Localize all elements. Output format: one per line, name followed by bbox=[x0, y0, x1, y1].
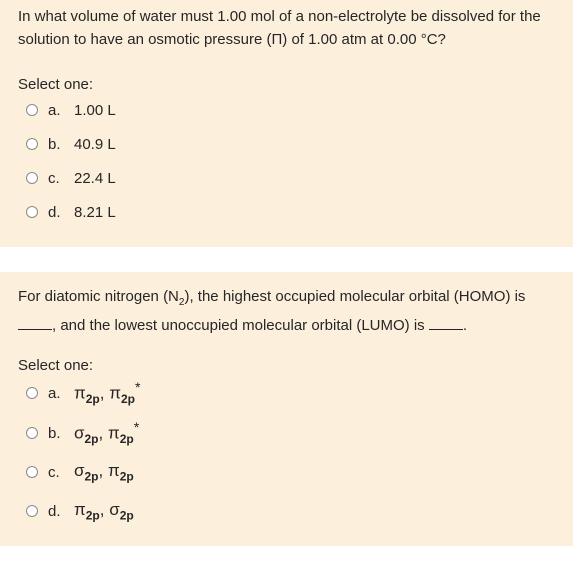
radio-button[interactable] bbox=[26, 104, 38, 116]
question-text: For diatomic nitrogen $(N_2)$, the highest occupied molecular orbital (HOMO) is , and the lowest unoccupied molecular orbital (LUMO) is . bbox=[18, 288, 526, 334]
option-text: 8.21 L bbox=[74, 203, 116, 221]
option-letter: c. bbox=[48, 463, 60, 481]
option-d[interactable] bbox=[26, 500, 134, 522]
question-card-2 bbox=[0, 272, 573, 546]
option-text: 40.9 L bbox=[74, 135, 116, 153]
option-a[interactable] bbox=[26, 99, 116, 121]
option-letter: a. bbox=[48, 384, 61, 402]
radio-button[interactable] bbox=[26, 505, 38, 517]
option-letter: b. bbox=[48, 424, 61, 442]
option-b[interactable] bbox=[26, 133, 116, 155]
radio-button[interactable] bbox=[26, 427, 38, 439]
option-letter: c. bbox=[48, 169, 60, 187]
option-letter: d. bbox=[48, 203, 61, 221]
option-text: $\sigma_{2p}$, $\pi_{2p}$ bbox=[74, 460, 134, 484]
option-letter: a. bbox=[48, 101, 61, 119]
option-d[interactable] bbox=[26, 201, 116, 223]
select-one-label: Select one: bbox=[18, 357, 94, 374]
option-text: $\sigma_{2p}$, $\pi_{2p}^*$ bbox=[74, 419, 140, 447]
radio-button[interactable] bbox=[26, 466, 38, 478]
radio-button[interactable] bbox=[26, 387, 38, 399]
question-card-1 bbox=[0, 0, 573, 247]
option-text: $\pi_{2p}$, $\pi_{2p}^*$ bbox=[74, 379, 141, 407]
option-text: $\pi_{2p}$, $\sigma_{2p}$ bbox=[74, 499, 134, 523]
option-text: 22.4 L bbox=[74, 169, 116, 187]
option-letter: b. bbox=[48, 135, 61, 153]
option-letter: d. bbox=[48, 502, 61, 520]
option-c[interactable] bbox=[26, 167, 116, 189]
select-one-label: Select one: bbox=[18, 76, 94, 93]
radio-button[interactable] bbox=[26, 138, 38, 150]
answer-blank bbox=[18, 317, 52, 330]
option-b[interactable] bbox=[26, 419, 140, 447]
option-a[interactable] bbox=[26, 379, 141, 407]
question-text: In what volume of water must 1.00 mol of a non-electrolyte be dissolved for the solution to have an osmotic pressure (Π) of 1.00 atm at 0.00 °C? bbox=[18, 8, 541, 48]
radio-button[interactable] bbox=[26, 206, 38, 218]
answer-blank bbox=[429, 317, 463, 330]
option-c[interactable] bbox=[26, 461, 134, 483]
option-text: 1.00 L bbox=[74, 101, 116, 119]
radio-button[interactable] bbox=[26, 172, 38, 184]
